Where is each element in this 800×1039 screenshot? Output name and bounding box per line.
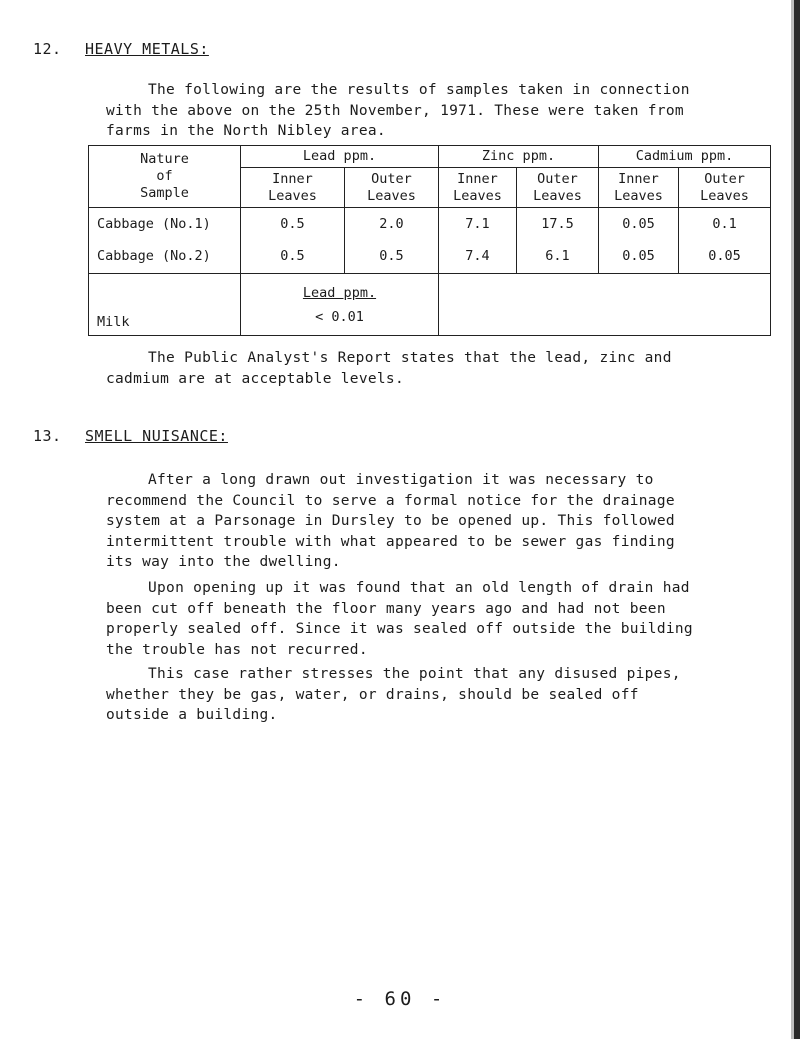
lead-inner-value: 0.5 [241,208,345,241]
sample-name: Cabbage (No.1) [89,208,241,241]
cadmium-group-header: Cadmium ppm. [599,146,771,168]
lead-inner-value: 0.5 [241,241,345,274]
lead-outer-value: 2.0 [345,208,439,241]
milk-lead-value: < 0.01 [315,308,364,325]
page-edge [794,0,800,1039]
cadmium-inner-value: 0.05 [599,208,679,241]
lead-outer-value: 0.5 [345,241,439,274]
page-number: - 60 - [353,988,447,1010]
milk-lead-label: Lead ppm. [302,284,377,301]
heavy-metals-table [88,145,771,336]
cadmium-outer-value: 0.05 [679,241,771,274]
section-title: SMELL NUISANCE: [85,427,228,445]
sample-name: Milk [89,274,241,336]
table-row [89,241,771,274]
section-13-paragraph-3 [106,664,696,726]
lead-inner-header: Inner Leaves [241,168,345,208]
lead-outer-header: Outer Leaves [345,168,439,208]
zinc-inner-value: 7.1 [439,208,517,241]
section-12-conclusion [106,348,696,389]
nature-of-sample-header: Nature of Sample [89,146,241,208]
zinc-inner-header: Inner Leaves [439,168,517,208]
cadmium-inner-value: 0.05 [599,241,679,274]
zinc-inner-value: 7.4 [439,241,517,274]
cadmium-inner-header: Inner Leaves [599,168,679,208]
conclusion-text: The Public Analyst's Report states that the lead, zinc and cadmium are at acceptable levels. [106,350,672,387]
table-row [89,208,771,241]
paragraph-text: This case rather stresses the point that any disused pipes, whether they be gas, water, or drains, should be sealed off outside a building. [106,666,681,723]
cadmium-outer-header: Outer Leaves [679,168,771,208]
section-13-paragraph-2 [106,578,696,660]
milk-lead-cell [241,274,439,336]
zinc-outer-value: 17.5 [517,208,599,241]
zinc-outer-value: 6.1 [517,241,599,274]
cadmium-outer-value: 0.1 [679,208,771,241]
sample-name: Cabbage (No.2) [89,241,241,274]
table-row-milk [89,274,771,336]
zinc-outer-header: Outer Leaves [517,168,599,208]
zinc-group-header: Zinc ppm. [439,146,599,168]
section-12-intro [106,80,696,142]
milk-empty-cell [439,274,771,336]
lead-group-header: Lead ppm. [241,146,439,168]
section-number: 13. [33,427,62,445]
section-13-paragraph-1 [106,470,696,573]
intro-text: The following are the results of samples taken in connection with the above on the 25th November, 1971. These were taken from farms in the North Nibley area. [106,82,690,139]
section-number: 12. [33,40,62,58]
paragraph-text: After a long drawn out investigation it was necessary to recommend the Council to serve a formal notice for the drainage system at a Parsonage in Dursley to be opened up. This followed intermittent trouble with what appeared to be sewer gas finding its way into the dwelling. [106,472,675,570]
paragraph-text: Upon opening up it was found that an old length of drain had been cut off beneath the floor many years ago and had not been properly sealed off. Since it was sealed off outside the building the trouble has not recurred. [106,580,693,658]
section-title: HEAVY METALS: [85,40,209,58]
